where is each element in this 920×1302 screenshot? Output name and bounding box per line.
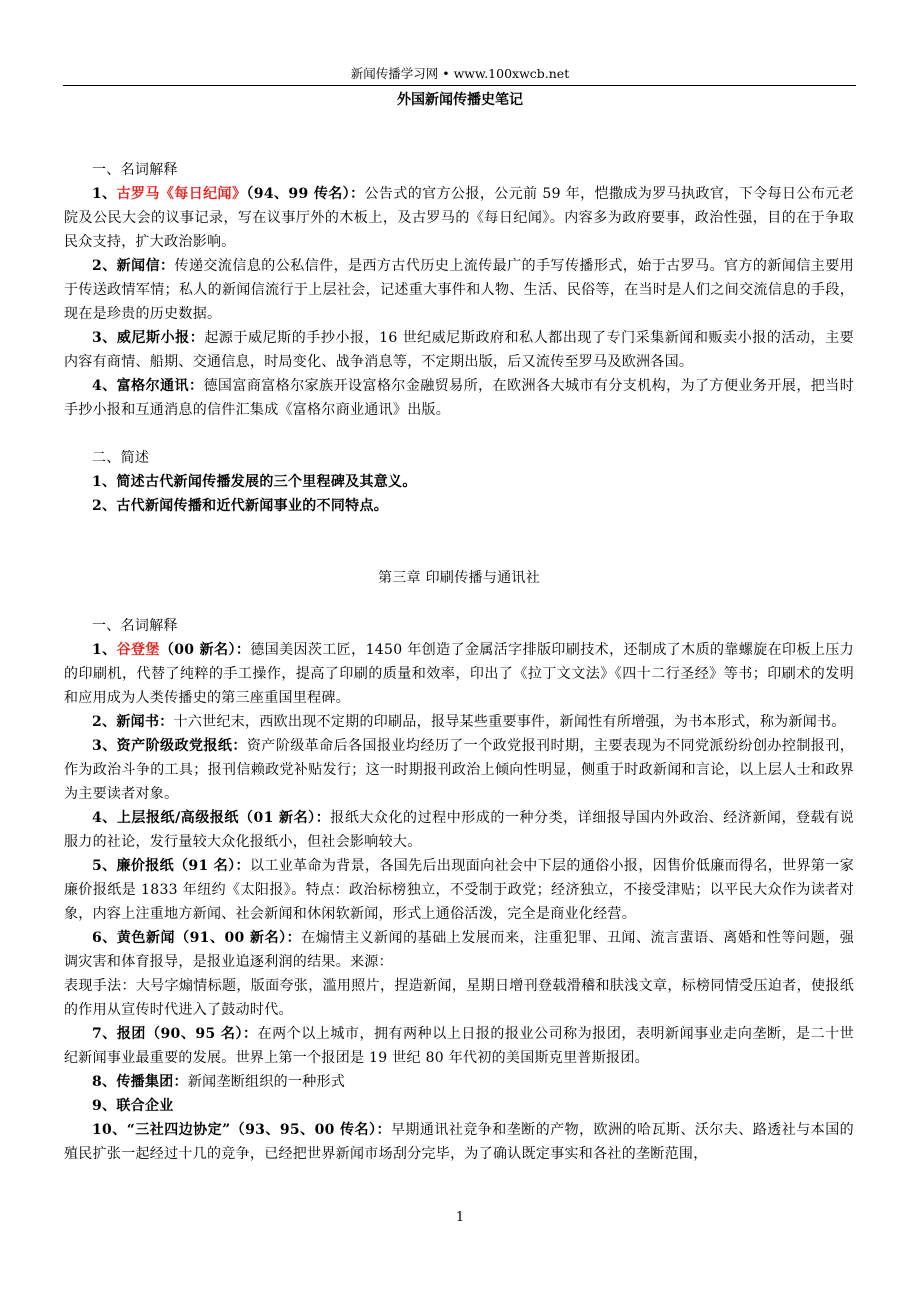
section-heading: 一、名词解释 [92,618,178,634]
section-heading: 二、简述 [92,450,150,466]
definition-item: 7、报团（90、95 名）：在两个以上城市，拥有两种以上日报的报业公司称为报团，表明新闻事业走向垄断，是二十世纪新闻事业最重要的发展。世界上第一个报团是 19 世纪 80 年代初的美国斯克里普斯报团。 [64,1026,854,1066]
section-heading: 一、名词解释 [92,162,178,178]
definition-item: 9、联合企业 [92,1098,174,1114]
definition-item: 10、“三社四边协定”（93、95、00 传名）：早期通讯社竞争和垄断的产物，欧洲的哈瓦斯、沃尔夫、路透社与本国的殖民扩张一起经过十几的竞争，已经把世界新闻市场刮分完毕，为了确认既定事实和各社的垄断范围， [64,1122,854,1162]
chapter-title: 第三章 印刷传播与通讯社 [377,570,541,586]
definition-item: 1、古罗马《每日纪闻》（94、99 传名）：公告式的官方公报，公元前 59 年，恺撒成为罗马执政官，下令每日公布元老院及公民大会的议事记录，写在议事厅外的木板上，及古罗马的《每日纪闻》。内容多为政府要事，政治性强，目的在于争取民众支持，扩大政治影响。 [64,186,855,250]
definition-continuation: 表现手法：大号字煽情标题，版面夸张，滥用照片，捏造新闻，星期日增刊登载滑稽和肤浅文章，标榜同情受压迫者，使报纸的作用从宣传时代进入了鼓动时代。 [64,978,854,1018]
definition-item: 6、黄色新闻（91、00 新名）：在煽情主义新闻的基础上发展而来，注重犯罪、丑闻、流言蜚语、离婚和性等问题，强调灾害和体育报导，是报业追逐利润的结果。来源： [64,930,854,970]
definition-item: 1、谷登堡（00 新名）：德国美因茨工匠，1450 年创造了金属活字排版印刷技术，还制成了木质的靠螺旋在印板上压力的印刷机，代替了纯粹的手工操作，提高了印刷的质量和效率，印出了《拉丁文文法》《四十二行圣经》等书；印刷术的发明和应用成为人类传播史的第三座重国里程碑。 [64,642,855,706]
document-title: 外国新闻传播史笔记 [397,92,523,108]
definition-item: 8、传播集团：新闻垄断组织的一种形式 [92,1074,346,1090]
definition-item: 2、新闻书：十六世纪末，西欧出现不定期的印刷品，报导某些重要事件，新闻性有所增强，为书本形式，称为新闻书。 [92,714,846,730]
definition-item: 4、富格尔通讯：德国富商富格尔家族开设富格尔金融贸易所，在欧洲各大城市有分支机构，为了方便业务开展，把当时手抄小报和互通消息的信件汇集成《富格尔商业通讯》出版。 [64,378,854,418]
definition-item: 2、新闻信：传递交流信息的公私信件，是西方古代历史上流传最广的手写传播形式，始于古罗马。官方的新闻信主要用于传送政情军情；私人的新闻信流行于上层社会，记述重大事件和人物、生活、民俗等，在当时是人们之间交流信息的手段，现在是珍贵的历史数据。 [64,258,854,322]
definition-item: 3、资产阶级政党报纸：资产阶级革命后各国报业均经历了一个政党报刊时期，主要表现为不同党派纷纷创办控制报刊，作为政治斗争的工具；报刊信赖政党补贴发行；这一时期报刊政治上倾向性明显，侧重于时政新闻和言论，以上层人士和政界为主要读者对象。 [64,738,855,802]
document-body [64,158,854,1166]
definition-item: 4、上层报纸/高级报纸（01 新名）：报纸大众化的过程中形成的一种分类，详细报导国内外政治、经济新闻，登载有说服力的社论，发行量较大众化报纸小，但社会影响较大。 [64,810,854,850]
question-item: 2、古代新闻传播和近代新闻事业的不同特点。 [92,498,389,514]
term-red: 古罗马《每日纪闻》 [116,186,247,202]
term-red: 谷登堡 [116,642,160,658]
definition-item: 3、威尼斯小报：起源于威尼斯的手抄小报，16 世纪威尼斯政府和私人都出现了专门采集新闻和贩卖小报的活动，主要内容有商情、船期、交通信息，时局变化、战争消息等，不定期出版，后又流传至罗马及欧洲各国。 [64,330,854,370]
page-header: 新闻传播学习网 • www.100xwcb.net [350,66,570,81]
definition-item: 5、廉价报纸（91 名）：以工业革命为背景，各国先后出现面向社会中下层的通俗小报，因售价低廉而得名，世界第一家廉价报纸是 1833 年纽约《太阳报》。特点：政治标榜独立，不受制于政党；经济独立，不接受津贴；以平民大众作为读者对象，内容上注重地方新闻、社会新闻和休闲软新闻，形式上通俗活泼，完全是商业化经营。 [64,858,854,922]
page-number: 1 [455,1210,465,1225]
question-item: 1、简述古代新闻传播发展的三个里程碑及其意义。 [92,474,417,490]
header-divider [63,85,856,86]
